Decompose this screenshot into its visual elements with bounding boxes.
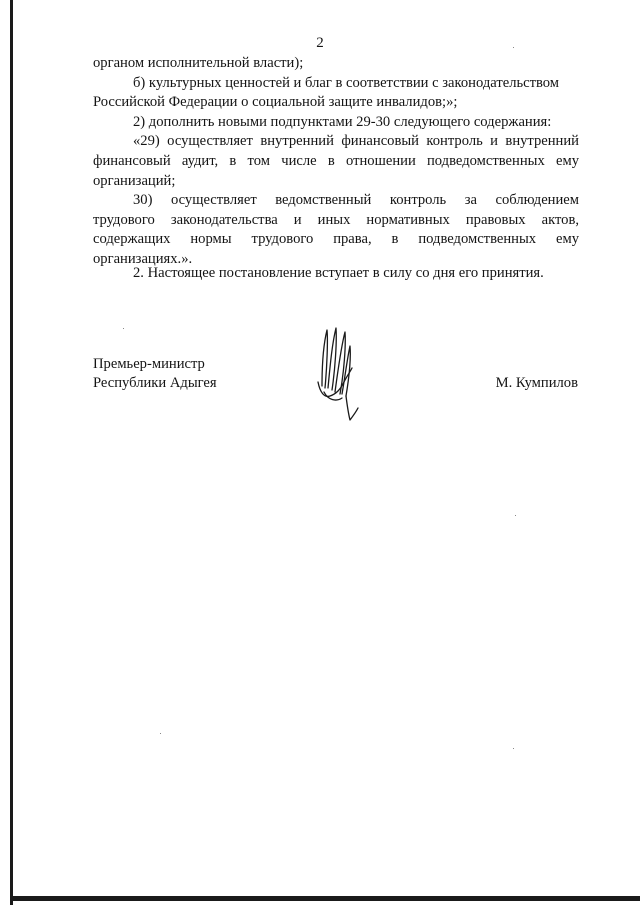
- scan-speck: [123, 328, 124, 329]
- paragraph-line: органом исполнительной власти);: [93, 55, 304, 71]
- effective-date-clause: [93, 264, 579, 284]
- scan-edge-left: [10, 0, 13, 905]
- paragraph-line: 2) дополнить новыми подпунктами 29-30 следующего содержания:: [133, 113, 552, 130]
- scan-speck: [160, 733, 161, 734]
- signatory-name: М. Кумпилов: [495, 375, 578, 391]
- paragraph-line: «29) осуществляет внутренний финансовый контроль и внутренний: [133, 133, 579, 150]
- paragraph-line: содержащих нормы трудового права, в подведомственных ему: [93, 231, 579, 248]
- scan-speck: [513, 47, 514, 48]
- signatory-title: [93, 355, 217, 393]
- body-text: [93, 54, 579, 270]
- paragraph-line: 2. Настоящее постановление вступает в силу со дня его принятия.: [133, 265, 544, 281]
- paragraph-line: трудового законодательства и иных нормативных правовых актов,: [93, 211, 579, 228]
- paragraph-line: финансовый аудит, в том числе в отношении подведомственных ему: [93, 152, 579, 169]
- handwritten-signature: [310, 322, 370, 428]
- paragraph-line: Российской Федерации о социальной защите инвалидов;»;: [93, 94, 458, 111]
- signatory-title-line: Республики Адыгея: [93, 375, 217, 391]
- paragraph-line: организациях.».: [93, 250, 193, 267]
- page-number: 2: [316, 35, 324, 51]
- scan-speck: [513, 748, 514, 749]
- paragraph-line: б) культурных ценностей и благ в соответствии с законодательством: [133, 74, 560, 91]
- scan-speck: [515, 515, 516, 516]
- signatory-title-line: Премьер-министр: [93, 356, 205, 372]
- paragraph-line: организаций;: [93, 172, 176, 189]
- paragraph-line: 30) осуществляет ведомственный контроль за соблюдением: [133, 192, 579, 209]
- scan-edge-bottom: [10, 896, 640, 901]
